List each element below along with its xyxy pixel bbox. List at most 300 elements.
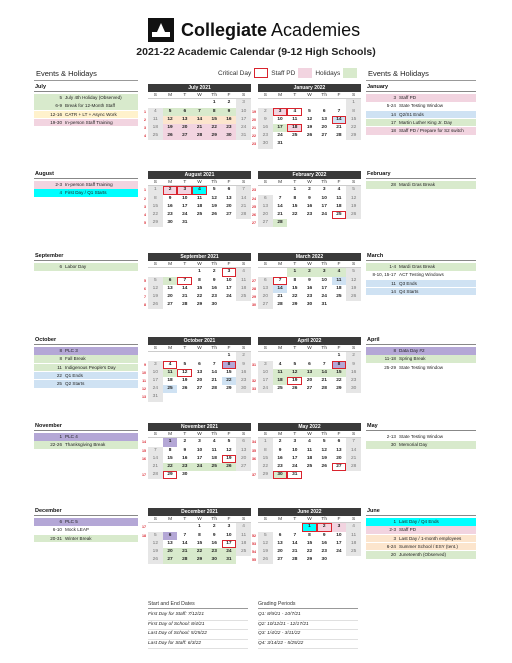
day-cell: 8 (293, 195, 297, 201)
day-cell: 24 (182, 211, 188, 217)
day-cell: 15 (207, 116, 222, 124)
day-cell (236, 219, 251, 227)
event-title: Mardi Gras Break (399, 264, 435, 269)
grading-row: Q4: 3/14/22 - 5/25/22 (258, 640, 358, 649)
week-number: 17 (142, 525, 146, 530)
day-cell: 28 (321, 386, 327, 392)
day-cell: 17 (258, 377, 273, 385)
event-date: 2-3 (389, 527, 396, 533)
day-cell: 18 (306, 455, 313, 461)
weekday-label: T (293, 517, 297, 522)
event-title: In-person Staff Training (65, 119, 113, 125)
day-cell: 5 (258, 532, 273, 540)
start-end-row: First Day for Staff: 7/12/21 (148, 611, 248, 620)
day-cell: 7 (212, 361, 216, 367)
event-item (34, 263, 138, 271)
weekday-header (148, 345, 251, 352)
day-cell: 19 (222, 455, 237, 463)
day-cell: 27 (226, 211, 232, 217)
day-cell (287, 352, 302, 360)
day-cell: 23 (207, 548, 222, 556)
day-cell: 25 (148, 132, 163, 140)
day-cell: 9 (278, 447, 282, 453)
event-title: CATR + LT + Async Work (65, 111, 117, 117)
day-cell: 11 (236, 532, 251, 540)
event-title: PLC 4 (65, 434, 78, 439)
day-cell: 13 (167, 540, 173, 546)
weekday-label: Th (321, 262, 327, 267)
weekday-header (258, 261, 361, 268)
day-cell: 5 (227, 439, 231, 445)
event-item (366, 111, 476, 119)
day-cell: 8 (293, 277, 297, 283)
day-cell: 19 (346, 285, 361, 293)
day-cell (207, 471, 222, 479)
event-title: Q2/S1 Ends (399, 111, 424, 117)
day-cell: 13 (196, 369, 203, 375)
day-cell: 27 (306, 386, 313, 392)
event-title: Break for 12-Month Staff (65, 103, 115, 109)
day-cell: 11 (346, 532, 361, 540)
event-date: 14 (390, 288, 396, 294)
day-cell (148, 99, 163, 107)
day-cell: 16 (182, 455, 188, 461)
day-cell (287, 140, 302, 148)
day-cell (222, 471, 237, 479)
day-cell: 25 (236, 293, 251, 301)
collegiate-logo-icon (148, 18, 174, 42)
day-cell: 3 (273, 108, 288, 116)
weekday-label: S (153, 432, 157, 437)
day-cell: 1 (163, 438, 178, 446)
day-cell: 10 (182, 195, 188, 201)
day-cell: 24 (192, 463, 207, 471)
weekday-label: F (227, 93, 231, 98)
day-cell (332, 99, 347, 107)
weekday-label: F (227, 432, 231, 437)
event-item (366, 288, 476, 296)
weekday-label: T (183, 432, 187, 437)
month-calendar (258, 171, 361, 227)
day-cell: 29 (148, 219, 163, 227)
day-cell: 22 (292, 211, 298, 217)
event-title: Winter Break (65, 535, 92, 541)
weekday-label: S (242, 180, 246, 185)
event-date: 11 (391, 280, 396, 286)
calendar-grid (148, 352, 251, 401)
day-cell: 20 (336, 455, 342, 461)
weekday-label: W (197, 93, 202, 98)
day-cell: 5 (308, 108, 311, 114)
calendar-grid (148, 523, 251, 564)
day-cell: 16 (346, 369, 361, 377)
day-cell: 18 (236, 285, 251, 293)
day-cell: 13 (236, 447, 251, 455)
day-cell: 1 (227, 353, 231, 359)
event-item (34, 181, 138, 189)
day-cell (332, 140, 347, 148)
day-cell (177, 393, 192, 401)
weekday-label: F (337, 346, 341, 351)
day-cell: 6 (322, 108, 326, 114)
week-number: 4 (144, 213, 146, 217)
day-cell: 12 (346, 277, 361, 285)
weekday-label: S (153, 517, 157, 522)
day-cell: 21 (211, 377, 217, 383)
day-cell: 27 (167, 302, 173, 308)
legend-holidays-label: Holidays (315, 69, 341, 77)
calendar-month-title: December 2021 (148, 508, 251, 516)
day-cell (332, 301, 347, 309)
event-item (366, 263, 476, 271)
day-cell (273, 186, 288, 194)
weekday-label: S (242, 517, 246, 522)
day-cell: 9 (212, 277, 216, 283)
grading-row: Q1: 8/9/21 - 10/7/21 (258, 611, 358, 620)
calendar-grid (258, 186, 361, 227)
day-cell: 7 (278, 195, 282, 201)
weekday-label: T (183, 517, 187, 522)
calendar-grid (258, 438, 361, 479)
weekday-label: S (352, 432, 356, 437)
event-title: First Day / Q1 Starts (65, 190, 107, 196)
day-cell: 22 (196, 293, 203, 299)
event-item (366, 280, 476, 288)
event-date: 5-24 (386, 103, 396, 109)
month-label-december: December (34, 508, 138, 516)
day-cell: 29 (346, 132, 361, 140)
day-cell: 14 (182, 285, 188, 291)
event-date: 25 (56, 381, 62, 387)
day-cell (258, 523, 273, 531)
day-cell: 8 (332, 361, 347, 369)
weekday-label: S (153, 180, 157, 185)
day-cell: 28 (192, 132, 207, 140)
day-cell: 31 (287, 471, 302, 479)
day-cell: 3 (222, 268, 237, 276)
day-cell (287, 99, 302, 107)
event-title: Staff PD / Prepare for S2 switch (399, 128, 464, 134)
weekday-label: W (307, 262, 312, 267)
event-item (34, 355, 138, 363)
weekday-label: Th (211, 262, 217, 267)
day-cell: 24 (321, 211, 327, 217)
week-number: 26 (252, 213, 256, 217)
start-end-dates (148, 600, 248, 649)
day-cell: 1 (212, 100, 216, 106)
weekday-label: S (352, 93, 356, 98)
day-cell: 30 (306, 302, 313, 308)
day-cell: 11 (306, 447, 313, 453)
day-cell (163, 99, 178, 107)
weekday-label: M (168, 432, 173, 437)
month-calendar (258, 253, 361, 309)
day-cell: 14 (182, 540, 188, 546)
event-title: Thanksgiving Break (65, 442, 106, 448)
week-number: 28 (252, 286, 256, 291)
day-cell: 26 (346, 293, 361, 301)
day-cell: 3 (322, 187, 326, 193)
day-cell: 27 (258, 301, 273, 309)
weekday-label: T (183, 180, 187, 185)
weekday-label: S (352, 346, 356, 351)
day-cell: 26 (346, 211, 361, 219)
week-number: 6 (144, 286, 146, 291)
event-date: 8 (59, 348, 62, 353)
event-title: State Testing Window (399, 364, 444, 370)
day-cell: 31 (222, 556, 237, 564)
day-cell: 6 (258, 277, 273, 285)
day-cell: 17 (196, 455, 203, 461)
day-cell: 22 (292, 293, 298, 299)
day-cell (317, 471, 332, 479)
calendar-grid (258, 268, 361, 309)
week-number: 20 (252, 117, 256, 122)
left-events-header: Events & Holidays (34, 68, 138, 81)
day-cell: 22 (306, 548, 313, 554)
day-cell: 6 (337, 439, 341, 445)
day-cell: 28 (336, 133, 342, 139)
day-cell: 14 (236, 195, 251, 203)
weekday-label: W (307, 180, 312, 185)
day-cell: 15 (306, 540, 313, 546)
weekday-label: Th (321, 517, 327, 522)
day-cell: 3 (236, 99, 251, 107)
weekday-label: Th (211, 517, 217, 522)
day-cell: 24 (222, 548, 237, 556)
day-cell: 16 (258, 124, 273, 132)
day-cell (222, 219, 237, 227)
day-cell: 26 (211, 211, 217, 217)
day-cell: 20 (163, 548, 178, 556)
day-cell: 30 (182, 472, 188, 478)
week-number: 55 (252, 558, 256, 563)
event-item (366, 543, 476, 551)
day-cell: 17 (182, 203, 188, 209)
day-cell: 16 (306, 285, 313, 291)
event-item (366, 102, 476, 110)
day-cell: 22 (207, 124, 222, 132)
day-cell: 6 (177, 108, 192, 116)
day-cell: 23 (306, 293, 313, 299)
day-cell: 7 (236, 186, 251, 194)
weekday-label: M (278, 432, 283, 437)
day-cell: 4 (236, 268, 251, 276)
day-cell: 13 (336, 447, 342, 453)
event-date: 8 (59, 356, 62, 362)
day-cell: 5 (148, 277, 163, 285)
day-cell: 5 (293, 361, 297, 367)
brand-logo (148, 18, 360, 42)
day-cell: 20 (277, 548, 283, 554)
day-cell: 9 (258, 116, 273, 124)
day-cell: 12 (226, 447, 232, 453)
weekday-label: S (153, 262, 157, 267)
legend-staffpd-label: Staff PD (271, 69, 296, 77)
event-date: 6 (59, 264, 62, 269)
day-cell: 1 (198, 269, 201, 275)
day-cell: 16 (222, 116, 237, 124)
day-cell: 5 (346, 186, 361, 194)
legend-holidays-swatch (343, 68, 357, 78)
weekday-label: T (293, 180, 297, 185)
weekday-header (148, 179, 251, 186)
event-title: PLC 3 (65, 348, 78, 353)
day-cell: 6 (258, 195, 273, 203)
weekday-label: S (263, 346, 267, 351)
day-cell (192, 219, 207, 227)
day-cell: 29 (336, 386, 342, 392)
day-cell: 30 (346, 385, 361, 393)
event-date: 8-10, 15-17 (372, 272, 396, 278)
day-cell (258, 186, 273, 194)
day-cell: 8 (198, 532, 201, 538)
day-cell: 2 (258, 108, 273, 116)
day-cell: 5 (212, 187, 216, 193)
week-number: 23 (252, 142, 256, 147)
month-label-july: July (34, 84, 138, 92)
event-item (34, 518, 138, 526)
day-cell: 4 (287, 108, 302, 116)
day-cell (163, 523, 178, 531)
day-cell: 20 (258, 293, 273, 301)
day-cell: 12 (321, 447, 327, 453)
event-title: In-person Staff Training (65, 182, 113, 187)
week-number: 24 (252, 196, 256, 201)
day-cell: 13 (277, 540, 283, 546)
week-number: 54 (252, 550, 256, 554)
week-number: 16 (142, 456, 146, 461)
day-cell: 8 (258, 447, 273, 455)
day-cell: 24 (236, 124, 251, 132)
day-cell: 20 (236, 455, 251, 463)
day-cell: 14 (192, 116, 207, 124)
day-cell: 10 (336, 532, 342, 538)
weekday-label: Th (321, 180, 327, 185)
day-cell: 31 (321, 302, 327, 308)
day-cell: 20 (306, 377, 313, 383)
day-cell: 3 (177, 186, 192, 194)
day-cell: 22 (192, 548, 207, 556)
day-cell: 23 (222, 124, 237, 132)
event-item (366, 271, 476, 279)
weekday-label: M (278, 180, 283, 185)
day-cell: 6 (278, 532, 282, 538)
event-date: 17 (390, 119, 396, 125)
day-cell: 11 (292, 116, 298, 122)
legend-critical-label: Critical Day (218, 69, 252, 77)
day-cell: 24 (292, 463, 298, 469)
day-cell: 30 (222, 132, 237, 140)
day-cell: 19 (211, 203, 217, 209)
day-cell: 21 (148, 463, 163, 471)
week-number: 37 (252, 473, 256, 478)
day-cell (302, 219, 317, 227)
month-calendar (148, 423, 251, 479)
day-cell: 4 (346, 523, 361, 531)
event-item (366, 364, 476, 372)
month-calendar (258, 337, 361, 393)
day-cell: 19 (346, 203, 361, 211)
week-number: 7 (144, 295, 146, 299)
day-cell (287, 523, 302, 531)
day-cell: 4 (163, 361, 178, 369)
event-date: 1-4 (389, 264, 396, 269)
weekday-label: S (153, 93, 157, 98)
week-number: 17 (142, 473, 146, 478)
day-cell: 2 (212, 524, 216, 530)
day-cell: 2 (212, 269, 216, 275)
day-cell (273, 268, 288, 276)
day-cell: 6 (163, 532, 178, 540)
day-cell: 10 (148, 369, 163, 377)
event-date: 2-13 (386, 434, 396, 439)
day-cell: 9 (346, 361, 361, 369)
week-number: 5 (144, 278, 146, 283)
day-cell: 7 (337, 108, 341, 114)
day-cell: 4 (192, 186, 207, 194)
day-cell: 7 (183, 532, 187, 538)
day-cell: 4 (236, 523, 251, 531)
day-cell (287, 219, 302, 227)
day-cell: 1 (148, 186, 163, 194)
grading-periods (258, 600, 358, 649)
day-cell: 16 (211, 285, 217, 291)
event-item (34, 372, 138, 380)
day-cell: 23 (236, 377, 251, 385)
day-cell: 13 (226, 195, 232, 201)
day-cell (207, 219, 222, 227)
week-number: 2 (144, 117, 146, 122)
event-item (366, 355, 476, 363)
month-label-august: August (34, 171, 138, 179)
event-date: 5 (59, 95, 62, 100)
day-cell: 11 (211, 447, 217, 453)
month-calendar (148, 253, 251, 309)
day-cell: 30 (207, 556, 222, 564)
day-cell (346, 301, 361, 309)
day-cell: 2 (278, 439, 282, 445)
day-cell: 13 (302, 369, 317, 377)
day-cell: 19 (287, 377, 302, 385)
day-cell: 1 (258, 438, 273, 446)
day-cell (207, 352, 222, 360)
weekday-label: Th (211, 93, 217, 98)
day-cell: 11 (332, 277, 347, 285)
start-end-row: Last Day of School: 5/25/22 (148, 630, 248, 639)
weekday-label: T (183, 262, 187, 267)
day-cell: 17 (292, 455, 298, 461)
day-cell: 27 (277, 557, 283, 563)
day-cell: 17 (226, 285, 232, 291)
weekday-label: F (227, 262, 231, 267)
calendar-month-title: April 2022 (258, 337, 361, 345)
week-number: 34 (252, 440, 256, 445)
day-cell (177, 268, 192, 276)
day-cell: 26 (258, 556, 273, 564)
day-cell: 7 (192, 108, 207, 116)
day-cell: 2 (302, 268, 317, 276)
weekday-header (258, 516, 361, 523)
day-cell: 18 (211, 455, 217, 461)
calendar-grid (258, 523, 361, 564)
day-cell: 8 (148, 195, 163, 203)
weekday-label: S (263, 432, 267, 437)
day-cell: 26 (306, 133, 313, 139)
day-cell: 17 (273, 124, 288, 132)
weekday-label: M (278, 517, 283, 522)
day-cell: 2 (346, 352, 361, 360)
